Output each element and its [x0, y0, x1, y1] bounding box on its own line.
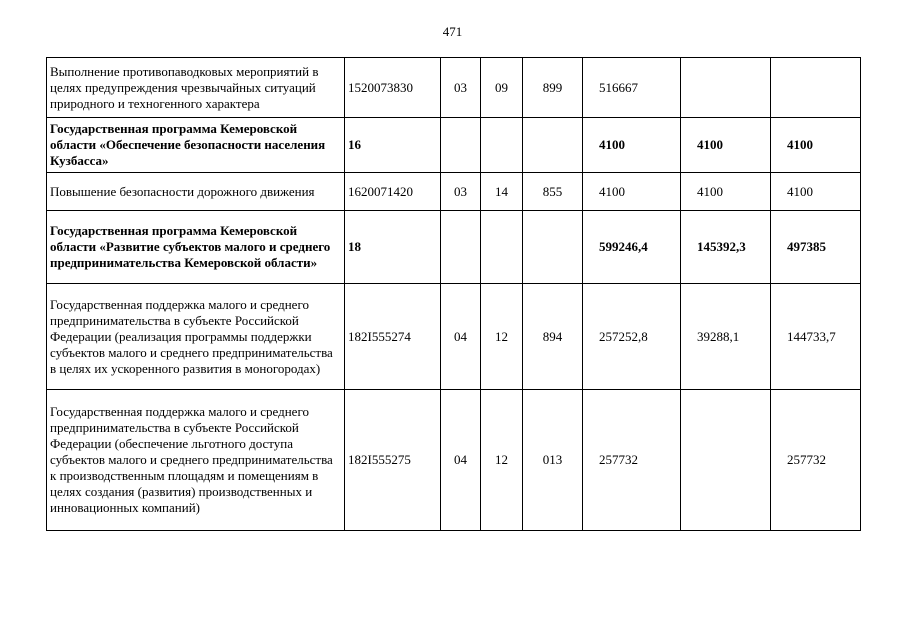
row-name: Государственная поддержка малого и среднего предпринимательства в субъекте Российской Федерации (обеспечение льготного доступа субъектов малого и среднего предпринимательства к производственным площадям и помещениям в целях создания (развития) производственных и инновационных компаний) — [47, 390, 345, 531]
row-value-3: 4100 — [771, 118, 861, 173]
row-code: 1520073830 — [345, 58, 441, 118]
row-code: 182I555275 — [345, 390, 441, 531]
row-expense-type: 899 — [523, 58, 583, 118]
row-value-1: 257252,8 — [583, 284, 681, 390]
row-code: 1620071420 — [345, 173, 441, 211]
row-subsection — [481, 211, 523, 284]
row-expense-type — [523, 118, 583, 173]
budget-table — [46, 57, 861, 531]
row-value-2: 145392,3 — [681, 211, 771, 284]
row-expense-type: 855 — [523, 173, 583, 211]
table-row — [47, 58, 861, 118]
row-value-1: 4100 — [583, 173, 681, 211]
row-value-3: 4100 — [771, 173, 861, 211]
row-name: Выполнение противопаводковых мероприятий в целях предупреждения чрезвычайных ситуаций природного и техногенного характера — [47, 58, 345, 118]
row-value-2 — [681, 390, 771, 531]
row-name: Государственная поддержка малого и среднего предпринимательства в субъекте Российской Федерации (реализация программы поддержки субъектов малого и среднего предпринимательства в целях их ускоренного развития в моногородах) — [47, 284, 345, 390]
page-number: 471 — [442, 24, 463, 39]
table-row — [47, 173, 861, 211]
row-section: 03 — [441, 58, 481, 118]
row-name: Государственная программа Кемеровской области «Обеспечение безопасности населения Кузбасса» — [47, 118, 345, 173]
row-value-3: 144733,7 — [771, 284, 861, 390]
row-expense-type: 894 — [523, 284, 583, 390]
row-section: 03 — [441, 173, 481, 211]
row-subsection: 09 — [481, 58, 523, 118]
row-expense-type: 013 — [523, 390, 583, 531]
row-expense-type — [523, 211, 583, 284]
table-row — [47, 390, 861, 531]
row-subsection: 12 — [481, 284, 523, 390]
row-value-2: 4100 — [681, 173, 771, 211]
row-subsection — [481, 118, 523, 173]
table-row — [47, 284, 861, 390]
row-section: 04 — [441, 284, 481, 390]
row-value-1: 516667 — [583, 58, 681, 118]
row-value-3 — [771, 58, 861, 118]
row-value-1: 599246,4 — [583, 211, 681, 284]
row-subsection: 12 — [481, 390, 523, 531]
row-value-3: 257732 — [771, 390, 861, 531]
row-value-1: 4100 — [583, 118, 681, 173]
row-name: Государственная программа Кемеровской области «Развитие субъектов малого и среднего предпринимательства Кемеровской области» — [47, 211, 345, 284]
row-value-2 — [681, 58, 771, 118]
row-value-1: 257732 — [583, 390, 681, 531]
row-value-2: 39288,1 — [681, 284, 771, 390]
table-row — [47, 118, 861, 173]
row-section — [441, 118, 481, 173]
table-row — [47, 211, 861, 284]
row-code: 182I555274 — [345, 284, 441, 390]
row-subsection: 14 — [481, 173, 523, 211]
row-section: 04 — [441, 390, 481, 531]
row-name: Повышение безопасности дорожного движения — [47, 173, 345, 211]
row-value-2: 4100 — [681, 118, 771, 173]
row-section — [441, 211, 481, 284]
row-code: 16 — [345, 118, 441, 173]
row-code: 18 — [345, 211, 441, 284]
row-value-3: 497385 — [771, 211, 861, 284]
